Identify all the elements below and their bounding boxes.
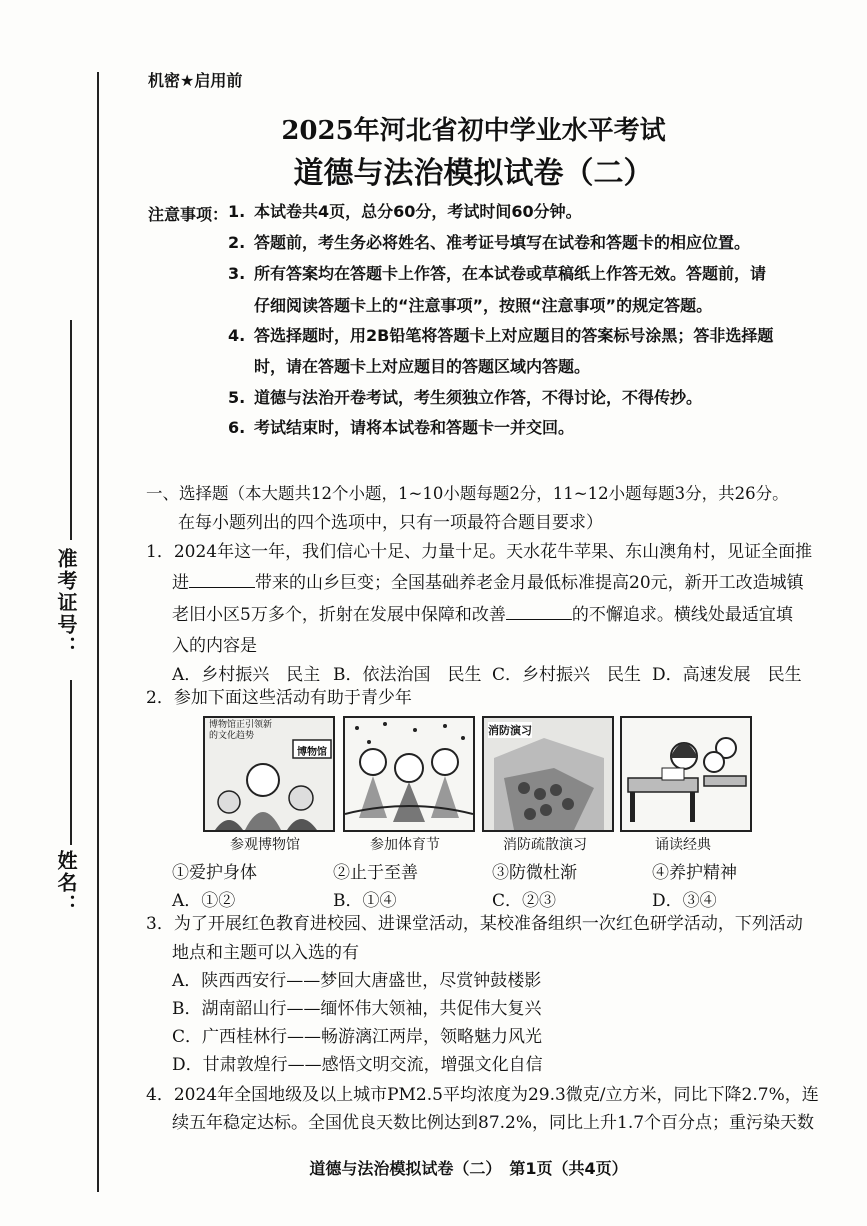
classics-reading-picture — [620, 716, 752, 832]
caption-fire-drill: 消防疏散演习 — [503, 837, 587, 853]
caption-museum: 参观博物馆 — [230, 837, 300, 853]
q2-stem: 2．参加下面这些活动有助于青少年 — [146, 688, 412, 708]
q2-option-a[interactable]: A．①② — [172, 891, 236, 911]
q1-stem-line3: 老旧小区5万多个，折射在发展中保障和改善 的不懈追求。横线处最适宜填 — [172, 600, 832, 631]
exam-id-blank[interactable] — [70, 320, 72, 540]
q1-option-a[interactable]: A．乡村振兴 民主 — [172, 665, 321, 685]
q1-option-d[interactable]: D．高速发展 民生 — [652, 665, 802, 685]
binding-line — [97, 72, 99, 1192]
name-label: 姓名： — [54, 850, 78, 916]
exam-title: 2025年河北省初中学业水平考试 — [281, 116, 666, 146]
q2-item-1: ①爱护身体 — [172, 863, 257, 883]
name-blank[interactable] — [70, 680, 72, 845]
q2-item-2: ②止于至善 — [333, 863, 418, 883]
q1-blank-2[interactable] — [506, 601, 572, 620]
q1-stem-line2: 进 带来的山乡巨变；全国基础养老金月最低标准提高20元，新开工改造城镇 — [172, 568, 832, 599]
q3-stem-line1: 3．为了开展红色教育进校园、进课堂活动，某校准备组织一次红色研学活动，下列活动 — [146, 914, 803, 934]
q1-blank-1[interactable] — [189, 569, 255, 588]
museum-caption-text: 博物馆正引领新的文化趋势 — [209, 720, 273, 741]
q3-option-b[interactable]: B．湖南韶山行——缅怀伟大领袖，共促伟大复兴 — [172, 999, 542, 1019]
q2-item-4: ④养护精神 — [652, 863, 737, 883]
q3-option-c[interactable]: C．广西桂林行——畅游漓江两岸，领略魅力风光 — [172, 1027, 543, 1047]
museum-sign: 博物馆 — [297, 747, 327, 758]
caption-classics: 诵读经典 — [655, 837, 711, 853]
notice-heading: 注意事项： — [148, 205, 229, 224]
fire-drill-label: 消防演习 — [488, 724, 532, 737]
q3-option-a[interactable]: A．陕西西安行——梦回大唐盛世，尽赏钟鼓楼影 — [172, 971, 542, 991]
caption-sports: 参加体育节 — [370, 837, 440, 853]
q3-stem-line2: 地点和主题可以入选的有 — [172, 943, 359, 963]
q4-stem-line2: 续五年稳定达标。全国优良天数比例达到87.2%，同比上升1.7个百分点；重污染天数 — [172, 1113, 815, 1133]
fire-drill-picture — [482, 716, 614, 832]
q2-option-c[interactable]: C．②③ — [492, 891, 557, 911]
q2-option-d[interactable]: D．③④ — [652, 891, 717, 911]
q4-stem-line1: 4．2024年全国地级及以上城市PM2.5平均浓度为29.3微克/立方米，同比下降2.7%，连 — [146, 1085, 819, 1105]
q1-stem-line4: 入的内容是 — [172, 636, 257, 656]
page-footer: 道德与法治模拟试卷（二） 第1页（共4页） — [309, 1159, 628, 1178]
exam-id-label: 准考证号： — [54, 548, 78, 658]
q2-item-3: ③防微杜渐 — [492, 863, 577, 883]
q1-option-b[interactable]: B．依法治国 民生 — [333, 665, 482, 685]
paper-title: 道德与法治模拟试卷（二） — [293, 156, 654, 191]
section-heading: 一、选择题（本大题共12个小题，1~10小题每题2分，11~12小题每题3分，共26分。 — [146, 484, 789, 503]
q1-option-c[interactable]: C．乡村振兴 民生 — [492, 665, 642, 685]
q1-stem-line1: 1．2024年这一年，我们信心十足、力量十足。天水花牛苹果、东山澳角村，见证全面推 — [146, 542, 813, 562]
museum-visit-picture — [203, 716, 335, 832]
q2-option-b[interactable]: B．①④ — [333, 891, 397, 911]
confidential-mark: 机密★启用前 — [148, 71, 243, 90]
sports-festival-picture — [343, 716, 475, 832]
section-instruction: 在每小题列出的四个选项中，只有一项最符合题目要求） — [178, 513, 603, 533]
q3-option-d[interactable]: D．甘肃敦煌行——感悟文明交流，增强文化自信 — [172, 1055, 543, 1075]
